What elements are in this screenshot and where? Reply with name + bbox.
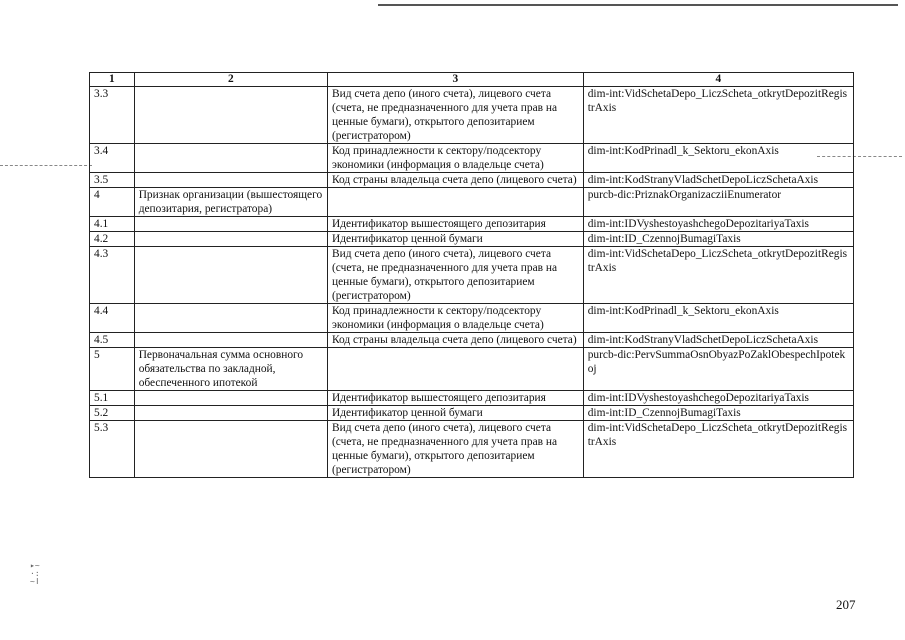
row-code: dim-int:KodStranyVladSchetDepoLiczSchetaAxis <box>583 173 853 188</box>
row-code: dim-int:KodStranyVladSchetDepoLiczSchetaAxis <box>583 333 853 348</box>
row-code: purcb-dic:PervSummaOsnObyazPoZaklObespechIpotekoj <box>583 348 853 391</box>
row-code: dim-int:ID_CzennojBumagiTaxis <box>583 406 853 421</box>
table-row <box>90 232 854 247</box>
scan-dash-left <box>0 165 92 166</box>
row-number: 4.3 <box>90 247 135 304</box>
scan-artifact-marks: ▸~ ·: ~ǀ <box>30 561 40 586</box>
row-code: dim-int:IDVyshestoyashchegoDepozitariyaTaxis <box>583 217 853 232</box>
row-description: Вид счета депо (иного счета), лицевого счета (счета, не предназначенного для учета прав на ценные бумаги), открытого депозитарием (регистратором) <box>328 87 584 144</box>
taxonomy-table <box>89 72 854 478</box>
row-name <box>134 304 327 333</box>
row-name: Признак организации (вышестоящего депозитария, регистратора) <box>134 188 327 217</box>
row-name <box>134 144 327 173</box>
table-header-row <box>90 73 854 87</box>
table-row <box>90 247 854 304</box>
row-description: Идентификатор ценной бумаги <box>328 406 584 421</box>
table-row <box>90 173 854 188</box>
table-body <box>90 87 854 478</box>
column-header: 4 <box>583 73 853 87</box>
row-description: Код страны владельца счета депо (лицевого счета) <box>328 333 584 348</box>
row-description: Код страны владельца счета депо (лицевого счета) <box>328 173 584 188</box>
row-description: Вид счета депо (иного счета), лицевого счета (счета, не предназначенного для учета прав на ценные бумаги), открытого депозитарием (регистратором) <box>328 247 584 304</box>
row-code: dim-int:VidSchetaDepo_LiczScheta_otkrytDepozitRegistrAxis <box>583 87 853 144</box>
row-description: Код принадлежности к сектору/подсектору экономики (информация о владельце счета) <box>328 304 584 333</box>
page-number: 207 <box>836 597 856 612</box>
row-description: Вид счета депо (иного счета), лицевого счета (счета, не предназначенного для учета прав на ценные бумаги), открытого депозитарием (регистратором) <box>328 421 584 478</box>
row-number: 3.5 <box>90 173 135 188</box>
row-number: 4.2 <box>90 232 135 247</box>
row-name <box>134 232 327 247</box>
row-code: dim-int:VidSchetaDepo_LiczScheta_otkrytDepozitRegistrAxis <box>583 247 853 304</box>
row-name <box>134 217 327 232</box>
row-number: 5 <box>90 348 135 391</box>
row-code: dim-int:KodPrinadl_k_Sektoru_ekonAxis <box>583 304 853 333</box>
row-number: 5.3 <box>90 421 135 478</box>
table-row <box>90 188 854 217</box>
row-description: Идентификатор вышестоящего депозитария <box>328 391 584 406</box>
table-row <box>90 87 854 144</box>
row-code: purcb-dic:PriznakOrganizacziiEnumerator <box>583 188 853 217</box>
column-header: 3 <box>328 73 584 87</box>
row-description <box>328 188 584 217</box>
row-number: 5.2 <box>90 406 135 421</box>
row-code: dim-int:ID_CzennojBumagiTaxis <box>583 232 853 247</box>
table-row <box>90 217 854 232</box>
row-name <box>134 247 327 304</box>
row-description: Идентификатор вышестоящего депозитария <box>328 217 584 232</box>
table-row <box>90 406 854 421</box>
row-name <box>134 173 327 188</box>
row-number: 4.1 <box>90 217 135 232</box>
row-number: 4 <box>90 188 135 217</box>
row-description <box>328 348 584 391</box>
table-row <box>90 144 854 173</box>
row-description: Идентификатор ценной бумаги <box>328 232 584 247</box>
column-header: 1 <box>90 73 135 87</box>
row-number: 3.3 <box>90 87 135 144</box>
row-name <box>134 333 327 348</box>
row-name: Первоначальная сумма основного обязательства по закладной, обеспеченного ипотекой <box>134 348 327 391</box>
row-code: dim-int:VidSchetaDepo_LiczScheta_otkrytDepozitRegistrAxis <box>583 421 853 478</box>
row-name <box>134 421 327 478</box>
row-name <box>134 87 327 144</box>
top-rule <box>378 4 898 6</box>
row-code: dim-int:IDVyshestoyashchegoDepozitariyaTaxis <box>583 391 853 406</box>
row-number: 3.4 <box>90 144 135 173</box>
table-row <box>90 333 854 348</box>
row-number: 4.5 <box>90 333 135 348</box>
row-number: 4.4 <box>90 304 135 333</box>
row-name <box>134 391 327 406</box>
row-number: 5.1 <box>90 391 135 406</box>
row-code: dim-int:KodPrinadl_k_Sektoru_ekonAxis <box>583 144 853 173</box>
column-header: 2 <box>134 73 327 87</box>
table-row <box>90 304 854 333</box>
row-description: Код принадлежности к сектору/подсектору экономики (информация о владельце счета) <box>328 144 584 173</box>
table-row <box>90 391 854 406</box>
table-row <box>90 348 854 391</box>
row-name <box>134 406 327 421</box>
table-row <box>90 421 854 478</box>
